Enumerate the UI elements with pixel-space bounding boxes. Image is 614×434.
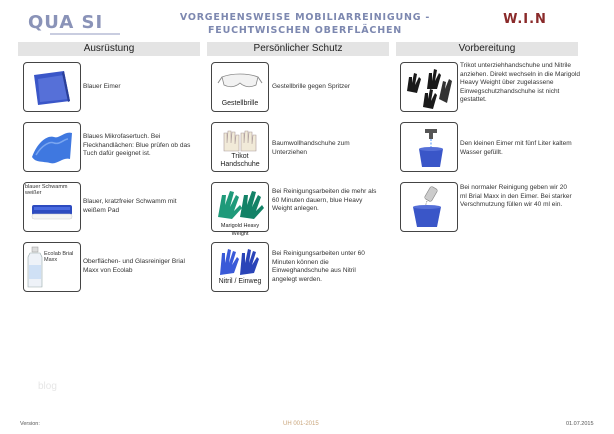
blue-cloth-icon: [24, 63, 80, 111]
fill-bucket-card: [400, 122, 458, 172]
footer-document-id: UH 001-2015: [283, 421, 319, 427]
column-header-equipment: Ausrüstung: [18, 42, 200, 56]
title-line-1: VORGEHENSWEISE MOBILIARREINIGUNG -: [179, 12, 431, 23]
blue-cloth-card: [23, 62, 81, 112]
dosing-card: [400, 182, 458, 232]
logo-left-text: QUA SI: [28, 12, 104, 33]
item-text-9: Trikot unterziehhandschuhe und Nitrile anziehen. Direkt wechseln in die Marigold Heavy Weight über zugelassene Einwegschutzhandschuhe ist nicht gestattet.: [460, 62, 580, 104]
logo-left-bar: [50, 33, 120, 35]
put-on-gloves-icon: [401, 63, 457, 111]
cleaner-bottle-card: [23, 242, 81, 292]
sponge-card: [23, 182, 81, 232]
item-text-6: Baumwollhandschuhe zum Unterziehen: [272, 140, 350, 156]
put-on-gloves-card: [400, 62, 458, 112]
fill-bucket-icon: [401, 123, 457, 171]
cotton-gloves-caption: Trikot Handschuhe: [220, 153, 260, 168]
win-logo: [500, 12, 550, 27]
item-text-3: Blauer, kratzfreier Schwamm mit weißem Pad: [83, 198, 177, 214]
microfiber-cloth-card: [23, 122, 81, 172]
item-text-2: Blaues Mikrofasertuch. Bei Fleckhandlächen: Blue prüfen ob das Tuch dafür geeignet ist.: [83, 133, 191, 158]
item-text-4: Oberflächen- und Glasreiniger Brial Maxx von Ecolab: [83, 258, 185, 274]
item-text-8: Bei Reinigungsarbeiten unter 60 Minuten können die Einweghandschuhe aus Nitril angelegt werden.: [272, 250, 365, 283]
page-title: [160, 11, 450, 37]
sponge-icon: [24, 183, 80, 231]
item-text-5: Gestellbrille gegen Spritzer: [272, 83, 351, 90]
sponge-caption: blauer Schwamm weißer: [25, 184, 68, 196]
green-gloves-card: [211, 182, 269, 237]
goggles-card: [211, 62, 269, 112]
logo-right-text: W.I.N: [503, 12, 547, 27]
goggles-caption: Gestellbrille: [221, 100, 259, 107]
green-gloves-caption: Marigold Heavy Weight: [220, 223, 260, 237]
microfiber-cloth-icon: [24, 123, 80, 171]
item-text-11: Bei normaler Reinigung geben wir 20 ml Brial Maxx in den Eimer. Bei starker Verschmutzung füllen wir 40 ml ein.: [460, 184, 572, 209]
footer-date: 01.07.2015: [566, 421, 594, 427]
title-line-2: FEUCHTWISCHEN OBERFLÄCHEN: [207, 25, 402, 36]
item-text-7: Bei Reinigungsarbeiten die mehr als 60 Minuten dauern, blue Heavy Weight anlegen.: [272, 188, 377, 213]
bottle-caption: Ecolab Brial Maxx: [44, 251, 74, 263]
dosing-icon: [401, 183, 457, 231]
item-text-10: Den kleinen Eimer mit fünf Liter kaltem Wasser gefüllt.: [460, 140, 572, 156]
cotton-gloves-card: [211, 122, 269, 172]
watermark: blog: [38, 381, 57, 392]
qua-si-logo: [28, 12, 128, 38]
column-header-preparation: Vorbereitung: [396, 42, 578, 56]
column-header-protection: Persönlicher Schutz: [207, 42, 389, 56]
footer-version: Version:: [20, 421, 40, 427]
blue-gloves-card: [211, 242, 269, 292]
blue-gloves-caption: Nitril / Einweg: [218, 278, 262, 285]
item-text-1: Blauer Eimer: [83, 83, 121, 90]
